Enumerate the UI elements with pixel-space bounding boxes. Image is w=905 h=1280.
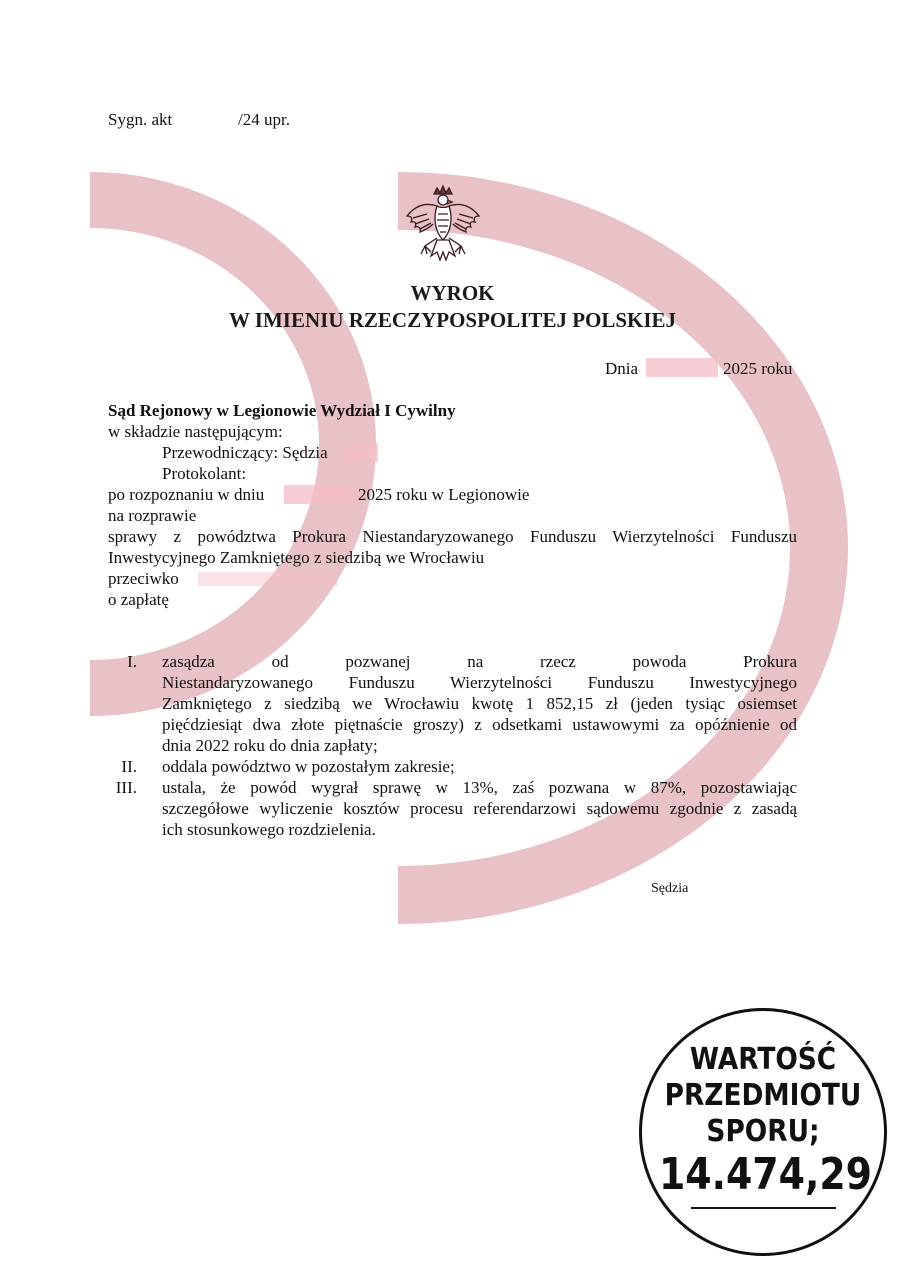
date-suffix: 2025 roku — [723, 359, 793, 378]
point-3-line-3: ich stosunkowego rozdzielenia. — [162, 820, 376, 839]
point-1-line-4: pięćdziesiąt dwa złote piętnaście groszy) z odsetkami ustawowymi za opóźnienie od — [162, 715, 797, 734]
badge-line-1: WARTOŚĆ — [689, 1042, 837, 1077]
subject-label: o zapłatę — [108, 590, 169, 609]
judge-signature-label: Sędzia — [651, 881, 689, 896]
verdict-subtitle: W IMIENIU RZECZYPOSPOLITEJ POLSKIEJ — [228, 308, 677, 332]
court-chair: Przewodniczący: Sędzia — [162, 443, 328, 462]
hearing-suffix: 2025 roku w Legionowie — [358, 485, 530, 504]
dispute-value-badge — [639, 1008, 887, 1256]
point-number: II. — [121, 757, 137, 776]
case-line-2: Inwestycyjnego Zamkniętego z siedzibą we Wrocławiu — [108, 548, 485, 567]
point-1-line-3: Zamkniętego z siedzibą we Wrocławiu kwotę 1 852,15 zł (jeden tysiąc osiemset — [162, 694, 797, 713]
polish-eagle-icon — [403, 184, 483, 268]
against-label: przeciwko — [108, 569, 179, 588]
date-prefix: Dnia — [605, 359, 639, 378]
case-signature-label: Sygn. akt — [108, 110, 173, 129]
point-number: I. — [127, 652, 137, 671]
badge-amount: 14.474,29 — [658, 1149, 873, 1200]
redaction-defendant — [198, 572, 338, 586]
badge-line-3: SPORU; — [706, 1114, 820, 1149]
point-3-line-1: ustala, że powód wygrał sprawę w 13%, zaś pozwana w 87%, pozostawiając — [162, 778, 797, 797]
session-type: na rozprawie — [108, 506, 197, 525]
point-number: III. — [115, 778, 137, 797]
verdict-title: WYROK — [410, 281, 495, 305]
court-clerk: Protokolant: — [162, 464, 247, 483]
redaction-judge — [342, 443, 378, 462]
case-line-1: sprawy z powództwa Prokura Niestandaryzowanego Funduszu Wierzytelności Funduszu — [108, 527, 797, 546]
point-3-line-2: szczegółowe wyliczenie kosztów procesu referendarzowi sądowemu zgodnie z zasadą — [162, 799, 797, 818]
point-2-line-1: oddala powództwo w pozostałym zakresie; — [162, 757, 455, 776]
badge-underline — [691, 1207, 836, 1209]
point-1-line-5: dnia 2022 roku do dnia zapłaty; — [162, 736, 378, 755]
case-signature-suffix: /24 upr. — [238, 110, 290, 129]
court-composition: w składzie następującym: — [108, 422, 283, 441]
redaction-date — [646, 358, 718, 377]
hearing-prefix: po rozpoznaniu w dniu — [108, 485, 265, 504]
point-1-line-2: Niestandaryzowanego Funduszu Wierzytelności Funduszu Inwestycyjnego — [162, 673, 797, 692]
redaction-hearing-date — [284, 485, 354, 504]
badge-line-2: PRZEDMIOTU — [664, 1078, 862, 1113]
court-name: Sąd Rejonowy w Legionowie Wydział I Cywilny — [108, 401, 456, 420]
point-1-line-1: zasądza od pozwanej na rzecz powoda Prokura — [162, 652, 797, 671]
